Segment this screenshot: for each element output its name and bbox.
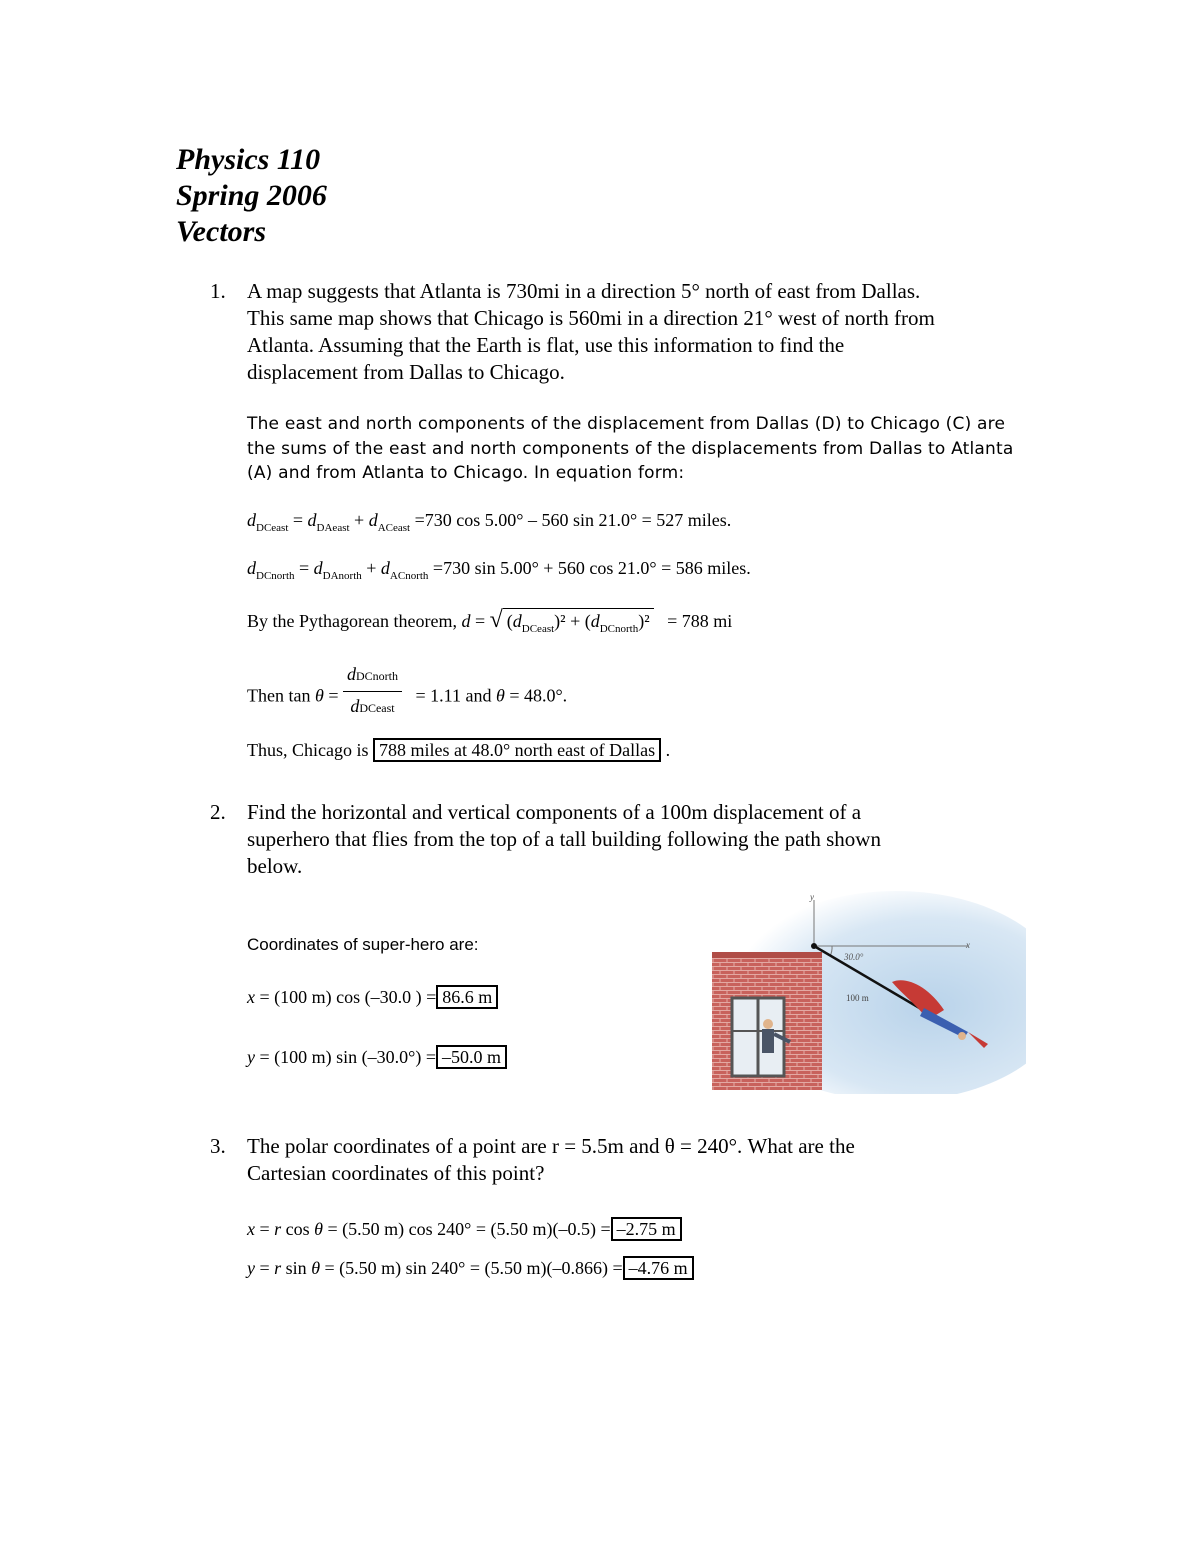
q1-line: Atlanta. Assuming that the Earth is flat, use this information to find the [247,333,845,357]
q1-east-result: =730 cos 5.00° – 560 sin 21.0° = 527 miles. [414,510,732,530]
q3-line: The polar coordinates of a point are r = 5.5m and θ = 240°. What are the [247,1134,855,1158]
q2-x-answer-box: 86.6 m [436,985,498,1009]
angle-label: 30.0° [844,952,864,962]
q1-conclusion [247,738,670,763]
q1-east-equation: $d_{DCeast} = d_{DAeast} + d_{ACeast} =730$ cos 5.00° – 560 sin 21.0° = 527 miles. [247,510,732,534]
q2-line: below. [247,854,303,878]
q3-number: 3. [210,1134,226,1158]
q1-tan-prefix: Then tan [247,685,315,706]
superhero-figure [706,886,1026,1094]
q1-answer-box: 788 miles at 48.0° north east of Dallas [373,738,661,762]
q3-text [247,1133,1037,1187]
q1-line: A map suggests that Atlanta is 730mi in a direction 5° north of east from Dallas. [247,279,921,303]
q2-x-expression: = (100 m) cos (–30.0 ) = [259,987,437,1007]
q3-x-equation: x = r cos θ = (5.50 m) cos 240° = (5.50 m)(–0.5) = –2.75 m [247,1217,682,1242]
q1-line: displacement from Dallas to Chicago. [247,360,565,384]
topic-title: Vectors [176,215,266,248]
length-label: 100 m [846,993,869,1003]
q1-pyth-prefix: By the Pythagorean theorem, [247,611,462,631]
q1-pythagorean-equation: By the Pythagorean theorem, d = √ $(d_{DCeast})^2 + (d_{DCnorth})^2$ = 788 mi [247,607,733,635]
q1-text [247,278,1037,386]
q1-north-equation: $d_{DCnorth} = d_{DAnorth} + d_{ACnorth} =730$ sin 5.00° + 560 cos 21.0° = 586 miles. [247,558,751,582]
q1-thus-suffix: . [665,740,671,760]
q3-x-expression: = (5.50 m) cos 240° = (5.50 m)(–0.5) = [327,1219,611,1239]
q3-y-expression: = (5.50 m) sin 240° = (5.50 m)(–0.866) = [324,1258,623,1278]
roof-edge [712,952,822,958]
q3-y-answer-box: –4.76 m [623,1256,694,1280]
q1-fraction: $\frac{\text{dDCnorth}}{\text{dDCeast}}$ [343,662,402,721]
q2-line: Find the horizontal and vertical components of a 100m displacement of a [247,800,862,824]
q1-tan-angle: = 48.0°. [509,685,568,706]
q3-line: Cartesian coordinates of this point? [247,1161,545,1185]
q1-line: This same map shows that Chicago is 560mi in a direction 21° west of north from [247,306,935,330]
q1-tan-result: = 1.11 and [415,685,496,706]
semester-title: Spring 2006 [176,179,327,212]
q2-coords-label: Coordinates of super-hero are: [247,935,479,954]
q2-y-equation: y = (100 m) sin (–30.0°) = –50.0 m [247,1045,507,1070]
q1-north-result: =730 sin 5.00° + 560 cos 21.0° = 586 miles. [432,558,751,578]
start-point [811,943,817,949]
x-axis-label: x [966,940,970,950]
q1-tan-equation: Then tan θ = $\frac{\text{dDCnorth}}{\text{dDCeast}}$ = 1.11 and θ = 48.0°. [247,668,567,727]
q3-x-answer-box: –2.75 m [611,1217,682,1241]
q1-number: 1. [210,279,226,303]
q3-y-equation: y = r sin θ = (5.50 m) sin 240° = (5.50 m)(–0.866) = –4.76 m [247,1256,694,1281]
q2-number: 2. [210,800,226,824]
q2-text [247,799,1037,880]
course-title: Physics 110 [176,143,321,176]
y-axis-label: y [810,892,814,902]
q1-answer-text: The east and north components of the displacement from Dallas (D) to Chicago (C) are the sums of the east and north components of the displacements from Dallas to Atlanta (A) and from Atlanta to Chicago. In equation form: [247,414,1014,483]
q2-y-answer-box: –50.0 m [436,1045,507,1069]
q1-thus-prefix: Thus, Chicago is [247,740,373,760]
q2-x-equation: x = (100 m) cos (–30.0 ) = 86.6 m [247,985,498,1010]
q2-y-expression: = (100 m) sin (–30.0°) = [259,1047,436,1067]
q1-pyth-result: = 788 mi [667,611,733,631]
q2-line: superhero that flies from the top of a tall building following the path shown [247,827,881,851]
